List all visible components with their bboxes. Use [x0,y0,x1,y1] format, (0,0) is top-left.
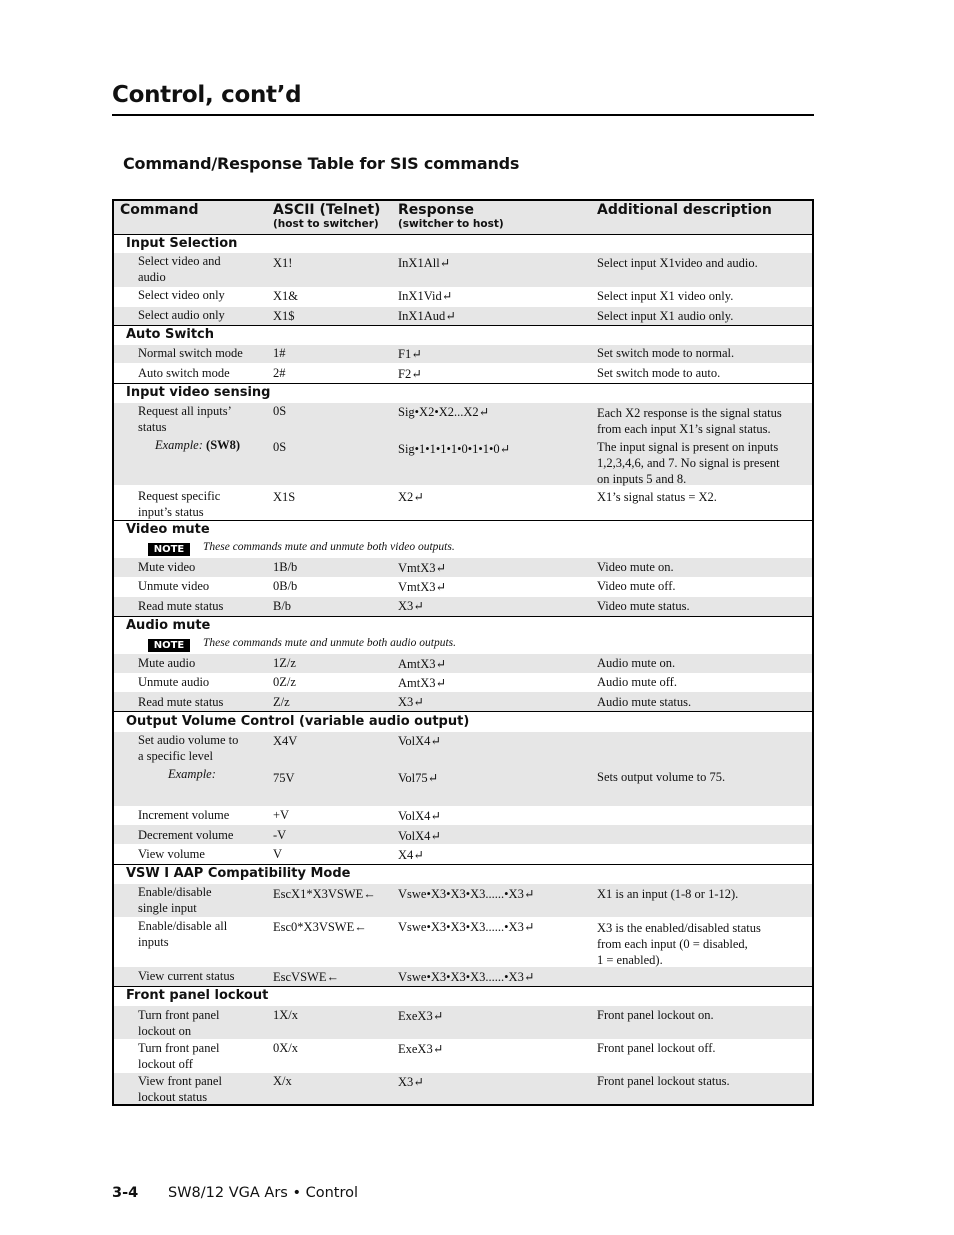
command-cell: input’s status [138,505,204,519]
ascii-cell: +V [273,808,290,822]
command-cell: Select audio only [138,308,225,322]
response-cell: InX1All↵ [398,256,451,270]
ascii-cell: Esc0*X3VSWE← [273,920,367,934]
response-cell: ExeX3↵ [398,1009,444,1023]
description-cell: X1 is an input (1-8 or 1-12). [597,887,739,901]
description-cell: Video mute status. [597,599,690,613]
response-cell: Vol75↵ [398,771,439,785]
description-cell: Select input X1 audio only. [597,309,734,323]
note-badge: NOTE [148,639,190,652]
ascii-cell: 1# [273,346,286,360]
header-response-sub: (switcher to host) [398,218,504,230]
description-cell: Select input X1 video only. [597,289,734,303]
command-cell: Normal switch mode [138,346,243,360]
ascii-cell: 0X/x [273,1041,298,1055]
response-cell: X4↵ [398,848,424,862]
ascii-cell: 0S [273,404,287,418]
page-number: 3-4 [112,1185,139,1201]
response-cell: InX1Vid↵ [398,289,453,303]
command-cell: Select video and [138,254,221,268]
description-cell: from each input (0 = disabled, [597,937,748,951]
command-cell: Read mute status [138,695,224,709]
description-cell: Audio mute off. [597,675,677,689]
response-cell: F1↵ [398,347,422,361]
command-cell: Mute audio [138,656,196,670]
response-cell: X3↵ [398,695,424,709]
section-title: Auto Switch [126,327,214,342]
table-header [114,201,812,235]
response-cell: X3↵ [398,1075,424,1089]
ascii-cell: 75V [273,771,295,785]
ascii-cell: V [273,847,283,861]
section-title: Audio mute [126,618,211,633]
ascii-cell: 1B/b [273,560,298,574]
ascii-cell: 0B/b [273,579,298,593]
command-cell: Read mute status [138,599,224,613]
section-divider [114,711,812,712]
note-badge: NOTE [148,543,190,556]
command-cell: View current status [138,969,235,983]
command-cell: Unmute video [138,579,210,593]
command-cell: single input [138,901,197,915]
command-cell: lockout off [138,1057,193,1071]
header-command: Command [120,202,199,218]
description-cell: Front panel lockout on. [597,1008,714,1022]
command-cell: Request specific [138,489,221,503]
ascii-cell: B/b [273,599,292,613]
response-cell: VolX4↵ [398,809,441,823]
note-text: These commands mute and unmute both audio outputs. [203,637,456,649]
section-subheading: Command/Response Table for SIS commands [123,154,520,173]
description-cell: 1 = enabled). [597,953,663,967]
ascii-cell: EscX1*X3VSWE← [273,887,376,901]
section-title: Input Selection [126,236,238,251]
command-cell: Turn front panel [138,1041,220,1055]
command-cell: Decrement volume [138,828,234,842]
command-cell: Unmute audio [138,675,210,689]
ascii-cell: X/x [273,1074,292,1088]
command-cell: lockout status [138,1090,208,1104]
response-cell: X2↵ [398,490,424,504]
response-cell: VmtX3↵ [398,580,446,594]
command-cell: lockout on [138,1024,192,1038]
command-cell: View volume [138,847,205,861]
response-cell: AmtX3↵ [398,676,446,690]
description-cell: 1,2,3,4,6, and 7. No signal is present [597,456,780,470]
command-cell: Turn front panel [138,1008,220,1022]
ascii-cell: X1! [273,256,293,270]
description-cell: from each input X1’s signal status. [597,422,771,436]
ascii-cell: 1X/x [273,1008,298,1022]
description-cell: Video mute off. [597,579,676,593]
ascii-cell: 0Z/z [273,675,296,689]
description-cell: Set switch mode to auto. [597,366,721,380]
description-cell: X3 is the enabled/disabled status [597,921,761,935]
response-cell: ExeX3↵ [398,1042,444,1056]
command-cell: Enable/disable all [138,919,228,933]
response-cell: X3↵ [398,599,424,613]
row-band [114,558,812,577]
description-cell: Audio mute on. [597,656,676,670]
section-title: Input video sensing [126,385,271,400]
command-cell: status [138,420,167,434]
ascii-cell: 1Z/z [273,656,296,670]
command-cell: Set audio volume to [138,733,239,747]
section-divider [114,325,812,326]
response-cell: AmtX3↵ [398,657,446,671]
command-cell: audio [138,270,166,284]
description-cell: Sets output volume to 75. [597,770,726,784]
ascii-cell: EscVSWE← [273,970,339,984]
ascii-cell: 0S [273,440,287,454]
example-label [155,437,240,453]
response-cell: Sig•X2•X2...X2↵ [398,405,490,419]
sis-command-table [112,199,814,1106]
example-label: Example: [168,767,216,781]
ascii-cell: -V [273,828,287,842]
command-cell: View front panel [138,1074,222,1088]
section-title: Output Volume Control (variable audio output) [126,714,470,729]
response-cell: InX1Aud↵ [398,309,456,323]
header-ascii-sub: (host to switcher) [273,218,379,230]
ascii-cell: Z/z [273,695,290,709]
response-cell: Vswe•X3•X3•X3......•X3↵ [398,970,535,984]
example-model: (SW8) [206,438,241,452]
command-cell: inputs [138,935,169,949]
title-rule [112,114,814,116]
response-cell: VolX4↵ [398,829,441,843]
response-cell: VolX4↵ [398,734,441,748]
page-title: Control, cont’d [112,82,302,108]
description-cell: Each X2 response is the signal status [597,406,782,420]
description-cell: X1’s signal status = X2. [597,490,717,504]
section-divider [114,383,812,384]
description-cell: on inputs 5 and 8. [597,472,687,486]
command-cell: Auto switch mode [138,366,230,380]
ascii-cell: X4V [273,734,298,748]
response-cell: Vswe•X3•X3•X3......•X3↵ [398,920,535,934]
section-divider [114,986,812,987]
section-divider [114,616,812,617]
description-cell: Front panel lockout status. [597,1074,730,1088]
ascii-cell: X1S [273,490,296,504]
description-cell: Front panel lockout off. [597,1041,716,1055]
header-ascii: ASCII (Telnet) [273,202,381,218]
command-cell: Mute video [138,560,196,574]
section-divider [114,520,812,521]
header-response: Response [398,202,475,218]
response-cell: Vswe•X3•X3•X3......•X3↵ [398,887,535,901]
command-cell: Select video only [138,288,225,302]
header-description: Additional description [597,202,772,218]
command-cell: Request all inputs’ [138,404,232,418]
response-cell: F2↵ [398,367,422,381]
footer-title: SW8/12 VGA Ars • Control [168,1185,359,1201]
description-cell: The input signal is present on inputs [597,440,779,454]
section-title: VSW I AAP Compatibility Mode [126,866,351,881]
section-title: Video mute [126,522,210,537]
section-divider [114,864,812,865]
ascii-cell: X1& [273,289,298,303]
example-text: Example: [155,438,203,452]
section-title: Front panel lockout [126,988,269,1003]
description-cell: Video mute on. [597,560,674,574]
description-cell: Select input X1video and audio. [597,256,758,270]
row-band [114,654,812,673]
response-cell: Sig•1•1•1•1•0•1•1•0↵ [398,442,511,456]
description-cell: Set switch mode to normal. [597,346,735,360]
command-cell: Increment volume [138,808,230,822]
description-cell: Audio mute status. [597,695,692,709]
ascii-cell: X1$ [273,309,295,323]
note-text: These commands mute and unmute both video outputs. [203,541,455,553]
command-cell: Enable/disable [138,885,212,899]
ascii-cell: 2# [273,366,286,380]
command-cell: a specific level [138,749,213,763]
response-cell: VmtX3↵ [398,561,446,575]
